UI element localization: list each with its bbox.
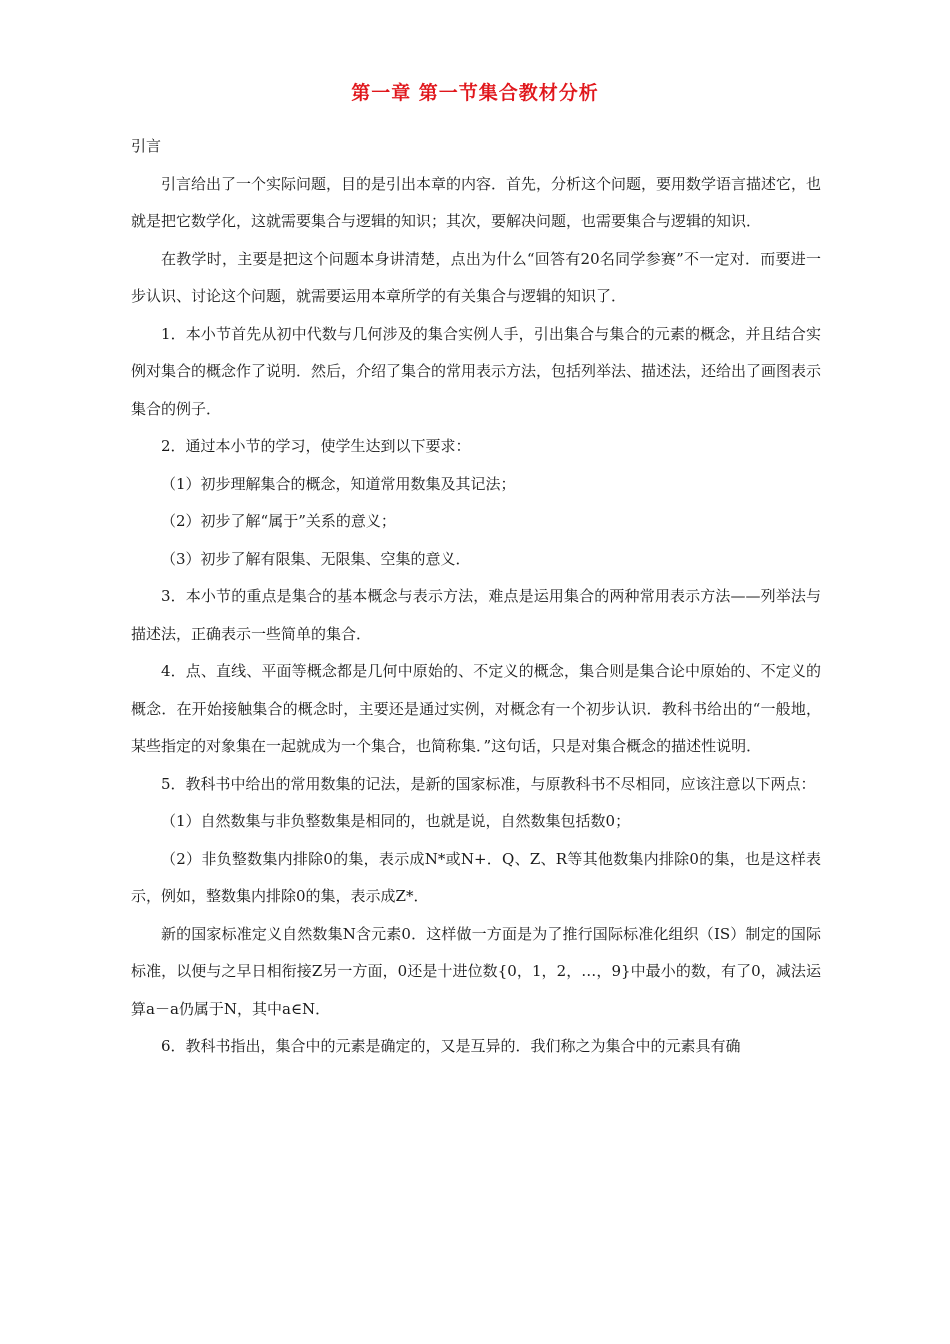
section-heading: 引言 bbox=[131, 137, 162, 155]
numbered-paragraph: 3．本小节的重点是集合的基本概念与表示方法，难点是运用集合的两种常用表示方法——列举法与描述法，正确表示一些简单的集合． bbox=[131, 587, 821, 643]
numbered-paragraph: 5．教科书中给出的常用数集的记法，是新的国家标准，与原教科书不尽相同，应该注意以下两点： bbox=[161, 774, 816, 793]
page-title: 第一章 第一节集合教材分析 bbox=[351, 82, 599, 104]
numbered-paragraph: 1．本小节首先从初中代数与几何涉及的集合实例人手，引出集合与集合的元素的概念，并且结合实例对集合的概念作了说明．然后，介绍了集合的常用表示方法，包括列举法、描述法，还给出了画图表示集合的例子． bbox=[131, 324, 822, 418]
sub-item: （3）初步了解有限集、无限集、空集的意义． bbox=[161, 549, 471, 568]
document-body bbox=[131, 128, 821, 1066]
paragraph: 在教学时，主要是把这个问题本身讲清楚，点出为什么“回答有20名同学参赛”不一定对．而要进一步认识、讨论这个问题，就需要运用本章所学的有关集合与逻辑的知识了． bbox=[131, 249, 821, 305]
numbered-paragraph: 4．点、直线、平面等概念都是几何中原始的、不定义的概念，集合则是集合论中原始的、不定义的概念．在开始接触集合的概念时，主要还是通过实例，对概念有一个初步认识．教科书给出的“一般地，某些指定的对象集在一起就成为一个集合，也简称集．”这句话，只是对集合概念的描述性说明． bbox=[131, 662, 821, 755]
sub-item: （1）自然数集与非负整数集是相同的，也就是说，自然数集包括数0； bbox=[161, 812, 631, 830]
sub-item: （2）非负整数集内排除0的集，表示成N*或N+．Q、Z、R等其他数集内排除0的集，也是这样表示，例如，整数集内排除0的集，表示成Z*． bbox=[131, 849, 821, 905]
sub-item: （2）初步了解“属于”关系的意义； bbox=[161, 512, 396, 530]
paragraph: 引言给出了一个实际问题，目的是引出本章的内容．首先，分析这个问题，要用数学语言描述它，也就是把它数学化，这就需要集合与逻辑的知识；其次，要解决问题，也需要集合与逻辑的知识． bbox=[131, 174, 822, 230]
paragraph: 新的国家标准定义自然数集N含元素0．这样做一方面是为了推行国际标准化组织（IS）制定的国际标准，以便与之早日相衔接Z另一方面，0还是十进位数{0，1，2，…，9}中最小的数，有了0，减法运算a－a仍属于N，其中a∈N． bbox=[131, 924, 821, 1018]
numbered-paragraph: 2．通过本小节的学习，使学生达到以下要求： bbox=[161, 437, 471, 455]
numbered-paragraph: 6．教科书指出，集合中的元素是确定的，又是互异的．我们称之为集合中的元素具有确 bbox=[161, 1037, 741, 1055]
sub-item: （1）初步理解集合的概念，知道常用数集及其记法； bbox=[161, 474, 516, 493]
